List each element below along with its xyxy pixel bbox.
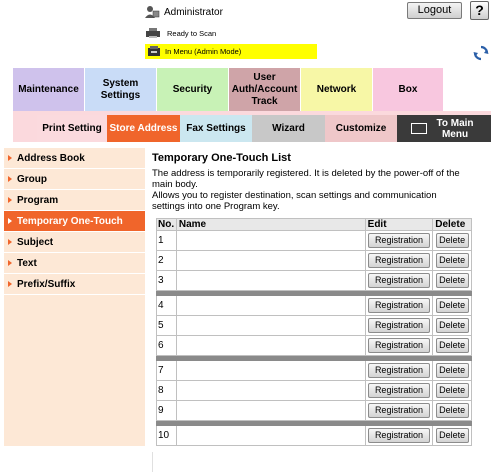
name-cell [176, 361, 365, 380]
tab-user-auth[interactable]: User Auth/Account Track [229, 68, 301, 111]
sidebar-item-temporary-one-touch[interactable] [4, 211, 145, 232]
mode-text: In Menu (Admin Mode) [165, 47, 242, 56]
name-cell [176, 401, 365, 420]
table-row [156, 271, 472, 291]
tab-maintenance[interactable]: Maintenance [13, 68, 85, 111]
delete-cell [432, 251, 471, 270]
name-cell [176, 381, 365, 400]
tab-system-settings[interactable]: System Settings [85, 68, 157, 111]
sidebar [4, 148, 145, 446]
arrow-right-icon [8, 260, 12, 266]
sidebar-item-label: Subject [17, 236, 54, 248]
delete-button[interactable]: Delete [436, 338, 469, 353]
table-row [156, 361, 472, 381]
registration-button[interactable]: Registration [368, 298, 430, 313]
subtab-wizard[interactable]: Wizard [252, 115, 325, 142]
registration-button[interactable]: Registration [368, 403, 430, 418]
header-no: No. [158, 219, 175, 230]
row-number: 4 [158, 300, 164, 311]
subtab-print-setting[interactable]: Print Setting [37, 115, 107, 142]
tab-security[interactable]: Security [157, 68, 229, 111]
sidebar-item-label: Program [17, 194, 59, 206]
registration-button[interactable]: Registration [368, 233, 430, 248]
tab-box[interactable]: Box [373, 68, 444, 111]
row-number: 10 [158, 430, 170, 441]
description-line-1: The address is temporarily registered. It is deleted by the power-off of the main body. [152, 168, 460, 190]
sidebar-item-program[interactable] [4, 190, 145, 211]
user-name: Administrator [164, 6, 223, 18]
name-cell [176, 231, 365, 250]
top-tab-bar [13, 68, 444, 111]
main-menu-icon [411, 123, 427, 134]
delete-cell [432, 426, 471, 445]
delete-cell [432, 316, 471, 335]
delete-button[interactable]: Delete [436, 428, 469, 443]
name-cell [176, 316, 365, 335]
subtab-customize[interactable]: Customize [325, 115, 397, 142]
refresh-button[interactable] [472, 44, 490, 62]
edit-cell [365, 336, 433, 355]
device-status [145, 26, 216, 40]
edit-cell [365, 426, 433, 445]
temporary-one-touch-table [156, 218, 472, 446]
edit-cell [365, 296, 433, 315]
machine-mode-icon [147, 45, 161, 58]
row-number: 7 [158, 365, 164, 376]
delete-button[interactable]: Delete [436, 298, 469, 313]
arrow-right-icon [8, 218, 12, 224]
table-row [156, 316, 472, 336]
registration-button[interactable]: Registration [368, 338, 430, 353]
table-row [156, 231, 472, 251]
to-main-menu-button[interactable] [397, 115, 491, 142]
arrow-right-icon [8, 155, 12, 161]
arrow-right-icon [8, 239, 12, 245]
divider [152, 452, 153, 472]
row-number: 8 [158, 385, 164, 396]
table-row [156, 401, 472, 421]
row-number: 1 [158, 235, 164, 246]
status-text: Ready to Scan [167, 28, 217, 38]
delete-cell [432, 381, 471, 400]
to-main-menu-label: To Main Menu [436, 117, 474, 140]
sidebar-item-group[interactable] [4, 169, 145, 190]
sidebar-item-label: Text [17, 257, 37, 269]
arrow-right-icon [8, 281, 12, 287]
delete-button[interactable]: Delete [436, 233, 469, 248]
sidebar-item-label: Prefix/Suffix [17, 278, 76, 290]
sidebar-item-prefix-suffix[interactable] [4, 274, 145, 295]
table-row [156, 296, 472, 316]
user-indicator [145, 4, 223, 20]
edit-cell [365, 251, 433, 270]
row-number: 2 [158, 255, 164, 266]
delete-cell [432, 401, 471, 420]
name-cell [176, 296, 365, 315]
row-number: 6 [158, 340, 164, 351]
arrow-right-icon [8, 197, 12, 203]
table-header [156, 218, 472, 231]
registration-button[interactable]: Registration [368, 318, 430, 333]
delete-cell [432, 296, 471, 315]
name-cell [176, 336, 365, 355]
header-edit: Edit [365, 219, 433, 230]
edit-cell [365, 361, 433, 380]
header-name: Name [176, 219, 365, 230]
registration-button[interactable]: Registration [368, 253, 430, 268]
header-delete: Delete [432, 219, 471, 230]
printer-status-icon [145, 27, 161, 39]
edit-cell [365, 401, 433, 420]
admin-user-icon [145, 5, 160, 19]
delete-button[interactable]: Delete [436, 253, 469, 268]
sidebar-item-label: Address Book [17, 152, 85, 164]
registration-button[interactable]: Registration [368, 428, 430, 443]
delete-button[interactable]: Delete [436, 363, 469, 378]
sidebar-item-text[interactable] [4, 253, 145, 274]
main-content [152, 152, 497, 212]
registration-button[interactable]: Registration [368, 363, 430, 378]
refresh-icon [473, 45, 489, 61]
edit-cell [365, 316, 433, 335]
page-title: Temporary One-Touch List [152, 152, 291, 164]
registration-button[interactable]: Registration [368, 383, 430, 398]
sidebar-item-label: Temporary One-Touch [17, 215, 123, 227]
subtab-store-address[interactable]: Store Address [107, 115, 180, 142]
sidebar-item-subject[interactable] [4, 232, 145, 253]
row-number: 9 [158, 405, 164, 416]
name-cell [176, 271, 365, 290]
delete-cell [432, 231, 471, 250]
delete-cell [432, 336, 471, 355]
help-button[interactable]: ? [470, 1, 489, 20]
name-cell [176, 426, 365, 445]
table-row [156, 336, 472, 356]
name-cell [176, 251, 365, 270]
edit-cell [365, 231, 433, 250]
subtab-fax-settings[interactable]: Fax Settings [180, 115, 252, 142]
edit-cell [365, 381, 433, 400]
sidebar-item-label: Group [17, 173, 47, 185]
edit-cell [365, 271, 433, 290]
description-line-2: Allows you to register destination, scan settings and communication settings into one Program key. [152, 190, 437, 212]
delete-button[interactable]: Delete [436, 403, 469, 418]
delete-button[interactable]: Delete [436, 273, 469, 288]
table-row [156, 426, 472, 446]
table-body [156, 231, 472, 446]
mode-indicator [145, 44, 317, 59]
delete-button[interactable]: Delete [436, 318, 469, 333]
table-row [156, 251, 472, 271]
row-number: 5 [158, 320, 164, 331]
logout-button[interactable]: Logout [407, 2, 462, 19]
delete-button[interactable]: Delete [436, 383, 469, 398]
sidebar-item-address-book[interactable] [4, 148, 145, 169]
delete-cell [432, 271, 471, 290]
registration-button[interactable]: Registration [368, 273, 430, 288]
table-row [156, 381, 472, 401]
arrow-right-icon [8, 176, 12, 182]
tab-network[interactable]: Network [301, 68, 373, 111]
delete-cell [432, 361, 471, 380]
row-number: 3 [158, 275, 164, 286]
